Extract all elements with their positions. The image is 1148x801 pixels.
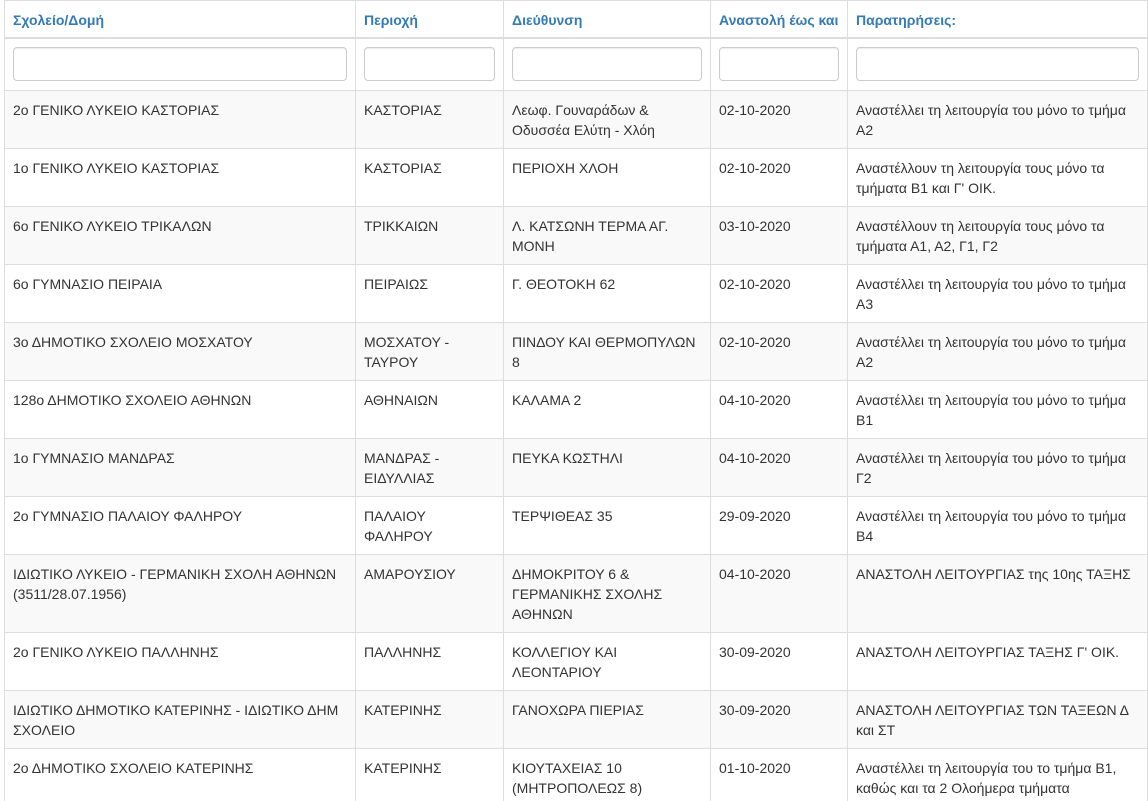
cell-region: ΜΑΝΔΡΑΣ - ΕΙΔΥΛΛΙΑΣ [356, 439, 504, 497]
cell-school: 2ο ΓΥΜΝΑΣΙΟ ΠΑΛΑΙΟΥ ΦΑΛΗΡΟΥ [5, 497, 356, 555]
cell-address: Λ. ΚΑΤΣΩΝΗ ΤΕΡΜΑ ΑΓ. ΜΟΝΗ [504, 207, 711, 265]
cell-school: 6ο ΓΕΝΙΚΟ ΛΥΚΕΙΟ ΤΡΙΚΑΛΩΝ [5, 207, 356, 265]
table-row [5, 207, 1148, 265]
cell-remarks: Αναστέλλουν τη λειτουργία τους μόνο τα τμήματα Β1 και Γ' ΟΙΚ. [848, 149, 1148, 207]
cell-remarks: Αναστέλλει τη λειτουργία του μόνο το τμήμα Α2 [848, 323, 1148, 381]
cell-address: ΚΑΛΑΜΑ 2 [504, 381, 711, 439]
cell-remarks: Αναστέλλει τη λειτουργία του μόνο το τμήμα Γ2 [848, 439, 1148, 497]
cell-region: ΚΑΤΕΡΙΝΗΣ [356, 691, 504, 749]
cell-address: ΤΕΡΨΙΘΕΑΣ 35 [504, 497, 711, 555]
column-header-school[interactable]: Σχολείο/Δομή [5, 1, 356, 38]
filter-suspension-until-input[interactable] [719, 47, 839, 81]
cell-suspension-until: 04-10-2020 [711, 381, 848, 439]
table-row [5, 323, 1148, 381]
cell-region: ΠΑΛΑΙΟΥ ΦΑΛΗΡΟΥ [356, 497, 504, 555]
cell-school: ΙΔΙΩΤΙΚΟ ΛΥΚΕΙΟ - ΓΕΡΜΑΝΙΚΗ ΣΧΟΛΗ ΑΘΗΝΩΝ (3511/28.07.1956) [5, 555, 356, 633]
cell-region: ΚΑΤΕΡΙΝΗΣ [356, 749, 504, 801]
table-row [5, 497, 1148, 555]
cell-suspension-until: 02-10-2020 [711, 149, 848, 207]
cell-region: ΠΕΙΡΑΙΩΣ [356, 265, 504, 323]
cell-school: 1ο ΓΥΜΝΑΣΙΟ ΜΑΝΔΡΑΣ [5, 439, 356, 497]
table-row [5, 439, 1148, 497]
cell-suspension-until: 02-10-2020 [711, 323, 848, 381]
cell-remarks: Αναστέλλει τη λειτουργία του μόνο το τμήμα Β1 [848, 381, 1148, 439]
table-row [5, 149, 1148, 207]
column-header-suspension-until[interactable]: Αναστολή έως και [711, 1, 848, 38]
filter-remarks-input[interactable] [856, 47, 1139, 81]
cell-region: ΜΟΣΧΑΤΟΥ - ΤΑΥΡΟΥ [356, 323, 504, 381]
cell-address: ΠΕΡΙΟΧΗ ΧΛΟΗ [504, 149, 711, 207]
cell-region: ΚΑΣΤΟΡΙΑΣ [356, 149, 504, 207]
column-header-region[interactable]: Περιοχή [356, 1, 504, 38]
cell-suspension-until: 30-09-2020 [711, 633, 848, 691]
cell-school: 3ο ΔΗΜΟΤΙΚΟ ΣΧΟΛΕΙΟ ΜΟΣΧΑΤΟΥ [5, 323, 356, 381]
cell-suspension-until: 29-09-2020 [711, 497, 848, 555]
cell-address: ΓΑΝΟΧΩΡΑ ΠΙΕΡΙΑΣ [504, 691, 711, 749]
filter-school-input[interactable] [13, 47, 347, 81]
cell-remarks: Αναστέλλουν τη λειτουργία τους μόνο τα τμήματα Α1, Α2, Γ1, Γ2 [848, 207, 1148, 265]
cell-address: ΔΗΜΟΚΡΙΤΟΥ 6 & ΓΕΡΜΑΝΙΚΗΣ ΣΧΟΛΗΣ ΑΘΗΝΩΝ [504, 555, 711, 633]
cell-suspension-until: 04-10-2020 [711, 439, 848, 497]
cell-suspension-until: 02-10-2020 [711, 265, 848, 323]
table-row [5, 265, 1148, 323]
cell-region: ΤΡΙΚΚΑΙΩΝ [356, 207, 504, 265]
cell-remarks: ΑΝΑΣΤΟΛΗ ΛΕΙΤΟΥΡΓΙΑΣ ΤΑΞΗΣ Γ' ΟΙΚ. [848, 633, 1148, 691]
filter-row [5, 38, 1148, 91]
cell-suspension-until: 02-10-2020 [711, 91, 848, 149]
cell-school: 128ο ΔΗΜΟΤΙΚΟ ΣΧΟΛΕΙΟ ΑΘΗΝΩΝ [5, 381, 356, 439]
filter-address-input[interactable] [512, 47, 702, 81]
cell-suspension-until: 30-09-2020 [711, 691, 848, 749]
cell-school: 2ο ΓΕΝΙΚΟ ΛΥΚΕΙΟ ΚΑΣΤΟΡΙΑΣ [5, 91, 356, 149]
cell-school: 2ο ΓΕΝΙΚΟ ΛΥΚΕΙΟ ΠΑΛΛΗΝΗΣ [5, 633, 356, 691]
cell-address: ΠΙΝΔΟΥ ΚΑΙ ΘΕΡΜΟΠΥΛΩΝ 8 [504, 323, 711, 381]
header-row [5, 1, 1148, 38]
table-row [5, 555, 1148, 633]
table-row [5, 749, 1148, 801]
column-header-remarks[interactable]: Παρατηρήσεις: [848, 1, 1148, 38]
cell-region: ΚΑΣΤΟΡΙΑΣ [356, 91, 504, 149]
table-row [5, 381, 1148, 439]
cell-remarks: Αναστέλλει τη λειτουργία του μόνο το τμήμα Β4 [848, 497, 1148, 555]
cell-region: ΑΘΗΝΑΙΩΝ [356, 381, 504, 439]
cell-suspension-until: 04-10-2020 [711, 555, 848, 633]
cell-remarks: ΑΝΑΣΤΟΛΗ ΛΕΙΤΟΥΡΓΙΑΣ της 10ης ΤΑΞΗΣ [848, 555, 1148, 633]
cell-school: 2ο ΔΗΜΟΤΙΚΟ ΣΧΟΛΕΙΟ ΚΑΤΕΡΙΝΗΣ [5, 749, 356, 801]
column-header-address[interactable]: Διεύθυνση [504, 1, 711, 38]
cell-remarks: Αναστέλλει τη λειτουργία του μόνο το τμήμα Α2 [848, 91, 1148, 149]
table-row [5, 633, 1148, 691]
cell-address: ΚΟΛΛΕΓΙΟΥ ΚΑΙ ΛΕΟΝΤΑΡΙΟΥ [504, 633, 711, 691]
cell-school: 6ο ΓΥΜΝΑΣΙΟ ΠΕΙΡΑΙΑ [5, 265, 356, 323]
cell-suspension-until: 01-10-2020 [711, 749, 848, 801]
cell-remarks: Αναστέλλει τη λειτουργία του μόνο το τμήμα Α3 [848, 265, 1148, 323]
cell-address: ΚΙΟΥΤΑΧΕΙΑΣ 10 (ΜΗΤΡΟΠΟΛΕΩΣ 8) [504, 749, 711, 801]
table-row [5, 691, 1148, 749]
cell-remarks: Αναστέλλει τη λειτουργία του το τμήμα Β1, καθώς και τα 2 Ολοήμερα τμήματα [848, 749, 1148, 801]
table-row [5, 91, 1148, 149]
cell-region: ΠΑΛΛΗΝΗΣ [356, 633, 504, 691]
cell-address: Λεωφ. Γουναράδων & Οδυσσέα Ελύτη - Χλόη [504, 91, 711, 149]
cell-school: 1ο ΓΕΝΙΚΟ ΛΥΚΕΙΟ ΚΑΣΤΟΡΙΑΣ [5, 149, 356, 207]
cell-remarks: ΑΝΑΣΤΟΛΗ ΛΕΙΤΟΥΡΓΙΑΣ ΤΩΝ ΤΑΞΕΩΝ Δ και ΣΤ [848, 691, 1148, 749]
school-suspension-table [4, 0, 1148, 801]
cell-address: ΠΕΥΚΑ ΚΩΣΤΗΛΙ [504, 439, 711, 497]
cell-region: ΑΜΑΡΟΥΣΙΟΥ [356, 555, 504, 633]
cell-school: ΙΔΙΩΤΙΚΟ ΔΗΜΟΤΙΚΟ ΚΑΤΕΡΙΝΗΣ - ΙΔΙΩΤΙΚΟ ΔΗΜ ΣΧΟΛΕΙΟ [5, 691, 356, 749]
cell-suspension-until: 03-10-2020 [711, 207, 848, 265]
cell-address: Γ. ΘΕΟΤΟΚΗ 62 [504, 265, 711, 323]
filter-region-input[interactable] [364, 47, 495, 81]
